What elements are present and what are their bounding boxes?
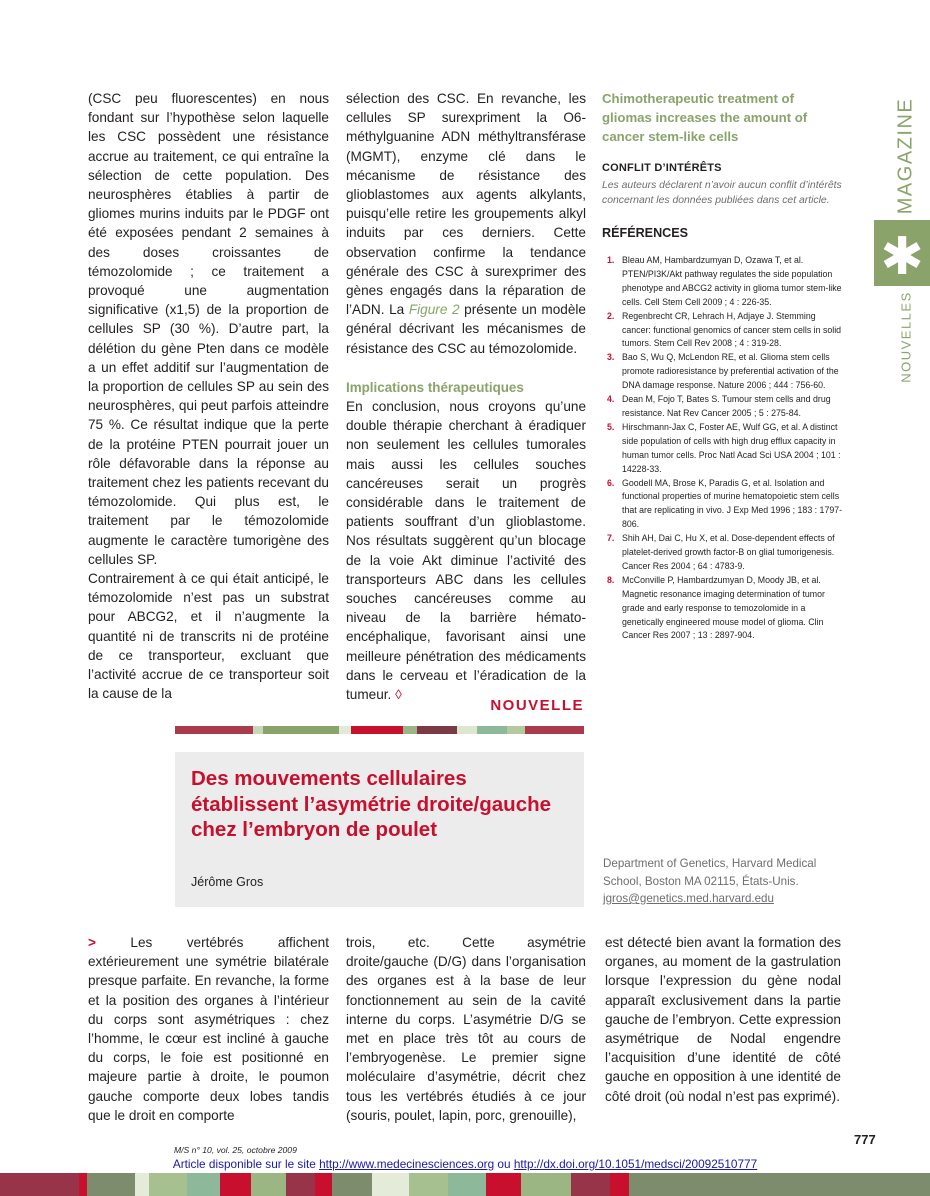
- stripe-segment: [610, 1173, 629, 1196]
- page-number: 777: [854, 1132, 876, 1147]
- reference-number: 7.: [607, 533, 615, 544]
- decorative-stripe: [175, 726, 584, 734]
- article-column-2: [346, 933, 586, 1125]
- stripe-segment: [315, 1173, 332, 1196]
- paragraph: (CSC peu fluorescentes) en nous fondant sur l’hypothèse selon laquelle les CSC possèdent une résistance accrue au traitement, ce qui entraîne la sélection de cette population. Des neurosphères établies à partir de gliomes murins induits par le PDGF ont été exposées pendant 2 semaines à des doses croissantes de témozolomide ; ce traitement a provoqué une augmentation significative (x1,5) de la proportion de cellules SP (30 %). D’autre part, la délétion du gène Pten dans ce modèle a un effet additif sur l’augmentation de la proportion de cellules SP au sein des neurosphères, qui peut parfois atteindre 75 %. Ce résultat indique que la perte de la protéine PTEN pourrait jouer un rôle défavorable dans la réponse au traitement chez les patients recevant du témozolomide. Qui plus est, le traitement par le témozolomide augmente le caractère tumorigène des cellules SP.: [88, 91, 329, 567]
- stripe-segment: [332, 1173, 373, 1196]
- english-title: Chimotherapeutic treatment of gliomas increases the amount of cancer stem-like cells: [602, 91, 808, 144]
- availability-text: Article disponible sur le site: [172, 1157, 320, 1171]
- stripe-segment: [525, 726, 584, 734]
- magazine-label: MAGAZINE: [894, 97, 917, 215]
- reference-item: [602, 477, 846, 533]
- reference-number: 2.: [607, 310, 615, 321]
- paragraph: [346, 397, 586, 704]
- reference-list: [602, 254, 846, 643]
- stripe-segment: [0, 1173, 79, 1196]
- stripe-segment: [175, 726, 253, 734]
- stripe-segment: [409, 1173, 448, 1196]
- paragraph: [346, 89, 586, 358]
- paragraph-text: En conclusion, nous croyons qu’une double thérapie cherchant à éradiquer non seulement les cellules tumorales mais aussi les cellules souches cancéreuses serait un progrès considérable dans le traitement de patients souffrant d’un glioblastome. Nos résultats suggèrent qu’un blocage de la voie Akt diminue l’activité des transporteurs ABC dans les cellules souches cancéreuses comme au niveau de la barrière hémato-encéphalique, favorisant ainsi une meilleure pénétration des médicaments dans le cerveau et l’éradication de la tumeur.: [346, 399, 586, 703]
- stripe-segment: [263, 726, 339, 734]
- stripe-segment: [457, 726, 477, 734]
- nouvelles-label: NOUVELLES: [898, 291, 914, 383]
- paragraph-text: Les vertébrés affichent extérieurement une symétrie bilatérale presque parfaite. En revanche, la forme et la position des organes à l’intérieur du corps sont asymétriques : chez l’homme, le cœur est incliné à gauche du corps, le foie est positionné en majeure partie à droite, le poumon gauche comporte deux lobes tandis que le droit en comporte: [88, 935, 330, 1123]
- reference-text: Shih AH, Dai C, Hu X, et al. Dose-dependent effects of platelet-derived growth factor-B on glial tumorigenesis. Cancer Res 2004 ; 64 : 4783-9.: [622, 533, 835, 571]
- references-heading: RÉFÉRENCES: [602, 226, 689, 240]
- stripe-segment: [251, 1173, 286, 1196]
- reference-number: 5.: [607, 421, 615, 432]
- stripe-segment: [187, 1173, 220, 1196]
- paragraph: Contrairement à ce qui était anticipé, le témozolomide n’est pas un substrat pour ABCG2, et il n’augmente la quantité ni de transcrits ni de protéine de ce transporteur, excluant que l’activité accrue de ce transporteur soit la cause de la: [88, 571, 329, 702]
- reference-number: 1.: [607, 255, 615, 265]
- stripe-segment: [135, 1173, 149, 1196]
- section-label: NOUVELLE: [490, 697, 584, 714]
- stripe-segment: [87, 1173, 135, 1196]
- article-column-1: [88, 933, 329, 1125]
- stripe-segment: [448, 1173, 487, 1196]
- reference-text: Regenbrecht CR, Lehrach H, Adjaye J. Stemming cancer: functional genomics of cancer stem cells in solid tumors. Stem Cell Rev 2008 ; 4 : 319-28.: [622, 310, 842, 349]
- reference-text: Bleau AM, Hambardzumyan D, Ozawa T, et al. PTEN/PI3K/Akt pathway regulates the side population phenotype and ABCG2 activity in glioma tumor stem-like cells. Cell Stem Cell 2009 ; 4 : 226-35.: [622, 255, 842, 307]
- reference-number: 4.: [607, 394, 615, 405]
- reference-item: [602, 351, 846, 393]
- paragraph: est détecté bien avant la formation des organes, au moment de la gastrulation lorsque l’expression du gène nodal apparaît exclusivement dans la partie gauche de l’embryon. Cette expression asymétrique de Nodal engendre l’acquisition d’une identité de côté gauche en opposition à une identité de côté droit (où nodal n’est pas exprimé).: [605, 935, 841, 1104]
- affiliation-text: Department of Genetics, Harvard Medical School, Boston MA 02115, États-Unis.: [603, 857, 817, 888]
- reference-number: 6.: [607, 477, 615, 488]
- journal-citation: M/S n° 10, vol. 25, octobre 2009: [174, 1145, 297, 1155]
- paragraph-text: présente un modèle général décrivant les mécanismes de résistance des CSC au témozolomide.: [346, 302, 586, 356]
- end-mark-icon: ◊: [395, 687, 402, 703]
- author-affiliation: [603, 855, 843, 908]
- stripe-segment: [351, 726, 403, 734]
- nouvelles-side-label: [881, 291, 930, 383]
- reference-text: Dean M, Fojo T, Bates S. Tumour stem cells and drug resistance. Nat Rev Cancer 2005 ; 5 : 275-84.: [622, 394, 831, 418]
- reference-item: [602, 310, 846, 352]
- stripe-segment: [372, 1173, 409, 1196]
- reference-number: 3.: [607, 352, 615, 363]
- reference-item: [602, 532, 846, 574]
- site-link[interactable]: http://www.medecinesciences.org: [319, 1157, 495, 1171]
- article-title-box: [175, 752, 584, 907]
- reference-text: Goodell MA, Brose K, Paradis G, et al. Isolation and functional properties of murine hematopoietic stem cells that are replicating in vivo. J Exp Med 1996 ; 183 : 1797-806.: [622, 477, 843, 530]
- stripe-segment: [477, 726, 507, 734]
- previous-article-column-2: [346, 89, 586, 704]
- previous-article-column-1: [88, 89, 329, 704]
- asterisk-icon: ✱: [880, 228, 924, 286]
- stripe-segment: [486, 1173, 521, 1196]
- stripe-segment: [417, 726, 457, 734]
- author-name: Jérôme Gros: [191, 875, 264, 889]
- stripe-segment: [149, 1173, 188, 1196]
- reference-text: Bao S, Wu Q, McLendon RE, et al. Glioma stem cells promote radioresistance by preferential activation of the DNA damage response. Nature 2006 ; 444 : 756-60.: [622, 352, 839, 391]
- stripe-segment: [79, 1173, 87, 1196]
- stripe-segment: [286, 1173, 315, 1196]
- conflict-text: Les auteurs déclarent n’avoir aucun conflit d’intérêts concernant les données publiées dans cet article.: [602, 180, 842, 206]
- magazine-side-label: [881, 97, 930, 215]
- footer-stripe: [0, 1173, 930, 1196]
- conflict-heading: CONFLIT D’INTÉRÊTS: [602, 162, 722, 174]
- availability-line: [0, 1157, 930, 1171]
- reference-text: McConville P, Hambardzumyan D, Moody JB, et al. Magnetic resonance imaging determination of tumor grade and early response to temozolomide in a genetically engineered mouse model of glioma. Clin Cancer Res 2007 ; 13 : 2897-904.: [622, 574, 825, 641]
- stripe-segment: [403, 726, 417, 734]
- reference-text: Hirschmann-Jax C, Foster AE, Wulf GG, et al. A distinct side population of cells with high drug efflux capacity in human tumor cells. Proc Natl Acad Sci USA 2004 ; 101 : 14228-33.: [622, 421, 841, 474]
- article-column-3: [605, 933, 841, 1106]
- reference-number: 8.: [607, 574, 615, 585]
- lead-chevron-icon: >: [88, 935, 96, 950]
- reference-item: [602, 254, 846, 310]
- paragraph: trois, etc. Cette asymétrie droite/gauche (D/G) dans l’organisation des organes est à la base de leur fonctionnement au sein de la cavité interne du corps. L’asymétrie D/G se met en place très tôt au cours de l’embryogenèse. Le premier signe moléculaire d’asymétrie, décrit chez tous les vertébrés étudiés à ce jour (souris, poulet, lapin, porc, grenouille),: [346, 935, 586, 1123]
- article-title: Des mouvements cellulaires établissent l’asymétrie droite/gauche chez l’embryon de poulet: [191, 767, 552, 841]
- stripe-segment: [253, 726, 263, 734]
- reference-item: [602, 574, 846, 644]
- section-subheading: Implications thérapeutiques: [346, 379, 524, 395]
- stripe-segment: [339, 726, 351, 734]
- figure-reference-link[interactable]: Figure 2: [408, 302, 460, 318]
- stripe-segment: [629, 1173, 930, 1196]
- stripe-segment: [220, 1173, 251, 1196]
- paragraph: [88, 933, 329, 1125]
- link-joiner: ou: [494, 1157, 514, 1171]
- paragraph-text: sélection des CSC. En revanche, les cellules SP surexpriment la O6-méthylguanine ADN méthyltransférase (MGMT), enzyme clé dans le mécanisme de résistance des glioblastomes aux agents alkylants, puisqu’elle retire les groupements alkyl induits par ces derniers. Cette observation confirme la tendance générale des CSC à surexprimer des gènes engagés dans la réparation de l’ADN. La: [346, 91, 586, 318]
- sidebar-column: [602, 89, 846, 643]
- reference-item: [602, 393, 846, 421]
- stripe-segment: [521, 1173, 571, 1196]
- stripe-segment: [571, 1173, 610, 1196]
- section-tab: [874, 220, 930, 286]
- author-email-link[interactable]: jgros@genetics.med.harvard.edu: [603, 892, 774, 905]
- reference-item: [602, 421, 846, 477]
- doi-link[interactable]: http://dx.doi.org/10.1051/medsci/20092510777: [513, 1157, 758, 1171]
- stripe-segment: [507, 726, 525, 734]
